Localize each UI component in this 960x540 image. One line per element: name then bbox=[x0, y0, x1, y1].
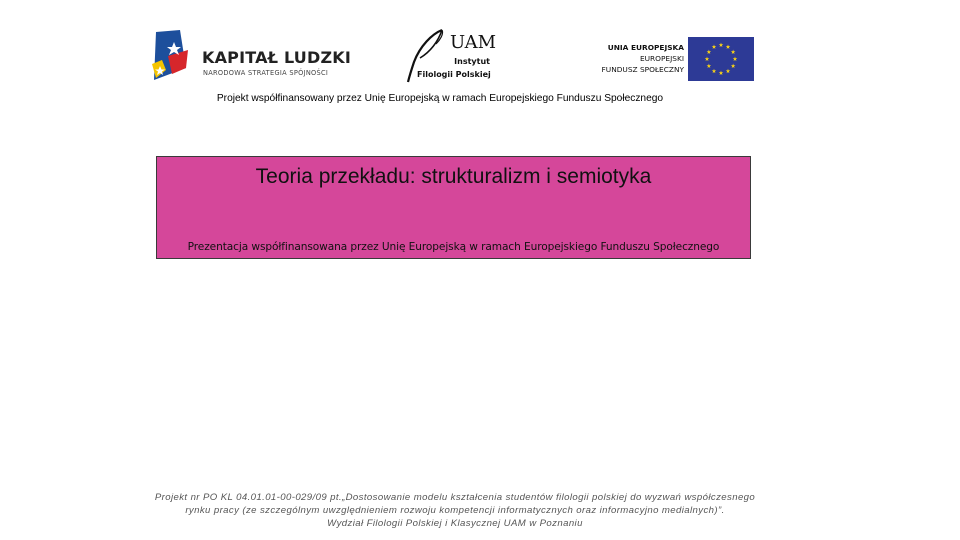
footer-line-2: rynku pracy (ze szczególnym uwzględnieniem rozwoju kompetencji informatycznych oraz informacyjno medialnych)”. bbox=[185, 505, 725, 516]
eu-fund-label-1: EUROPEJSKI bbox=[639, 54, 684, 63]
project-footer bbox=[0, 491, 910, 530]
uam-mark: UAM bbox=[450, 32, 497, 53]
cofunding-note: Projekt współfinansowany przez Unię Europejską w ramach Europejskiego Funduszu Społecznego bbox=[216, 93, 664, 104]
presentation-cofunding-note: Prezentacja współfinansowana przez Unię Europejską w ramach Europejskiego Funduszu Społecznego bbox=[187, 241, 720, 253]
eu-social-fund-logo bbox=[578, 28, 768, 90]
title-box bbox=[156, 156, 751, 259]
eu-flag-icon bbox=[688, 37, 754, 81]
kapital-ludzki-subtitle: NARODOWA STRATEGIA SPÓJNOŚCI bbox=[203, 69, 329, 77]
kapital-ludzki-title: KAPITAŁ LUDZKI bbox=[202, 48, 352, 67]
uam-department-label: Filologii Polskiej bbox=[417, 70, 491, 79]
eu-fund-label-2: FUNDUSZ SPOŁECZNY bbox=[601, 65, 684, 74]
kapital-ludzki-logo bbox=[150, 28, 350, 88]
presentation-title: Teoria przekładu: strukturalizm i semiotyka bbox=[255, 165, 652, 188]
footer-line-3: Wydział Filologii Polskiej i Klasycznej UAM w Poznaniu bbox=[327, 518, 583, 529]
uam-institute-logo bbox=[400, 28, 500, 84]
kapital-ludzki-emblem-icon bbox=[150, 30, 190, 82]
footer-line-1: Projekt nr PO KL 04.01.01-00-029/09 pt.„Dostosowanie modelu kształcenia studentów filologii polskiej do wyzwań współczesnego bbox=[154, 492, 756, 503]
uam-institute-label: Instytut bbox=[454, 57, 490, 66]
eu-union-label: UNIA EUROPEJSKA bbox=[607, 43, 684, 52]
